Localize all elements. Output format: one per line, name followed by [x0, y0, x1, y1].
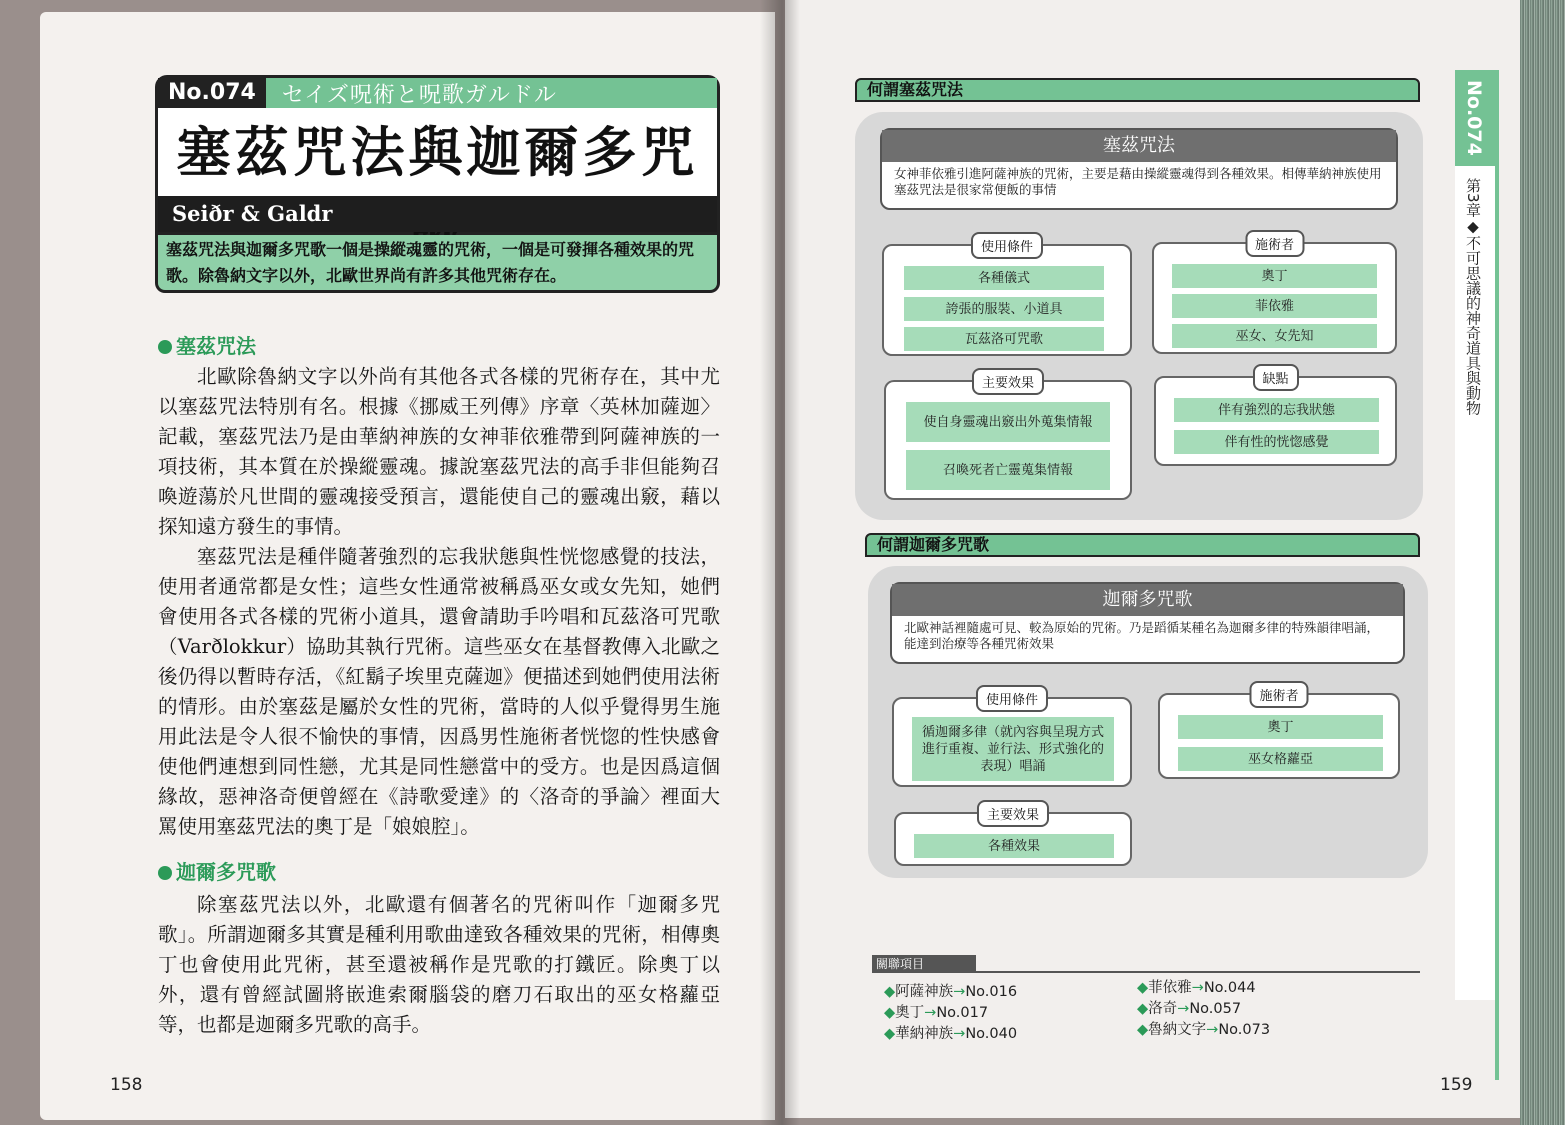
galdr-effects-group [894, 808, 1132, 866]
paragraph: 塞茲咒法是種伴隨著強烈的忘我狀態與性恍惚感覺的技法，使用者通常都是女性；這些女性通常被稱爲巫女或女先知，她們會使用各式各樣的咒術小道具，還會請助手吟唱和瓦茲洛可咒歌（Varðlokkur）協助其執行咒術。這些巫女在基督教傳入北歐之後仍得以暫時存活，《紅鬍子埃里克薩迦》便描述到她們使用法術的情形。由於塞茲是屬於女性的咒術，當時的人似乎覺得男生施用此法是令人很不愉快的事情，因爲男性施術者恍惚的性快感會使他們連想到同性戀，尤其是同性戀當中的受方。也是因爲這個緣故，惡神洛奇便曾經在《詩歌愛達》的〈洛奇的爭論〉裡面大罵使用塞茲咒法的奧丁是「娘娘腔」。 [158, 545, 720, 838]
related-divider [872, 971, 1420, 973]
related-name: 菲依雅 [1148, 980, 1192, 996]
definition-title: 塞茲咒法 [882, 130, 1396, 162]
section-body-galdr [158, 890, 720, 1040]
related-ref: No.040 [965, 1026, 1018, 1042]
diamond-icon: ◆ [1137, 1022, 1149, 1038]
group-label: 使用條件 [976, 685, 1048, 712]
related-ref: No.057 [1189, 1001, 1242, 1017]
list-item: 各種儀式 [904, 266, 1104, 290]
diamond-icon: ◆ [884, 1005, 896, 1021]
side-entry-number: No.074 [1463, 80, 1485, 156]
diamond-icon: ◆ [884, 984, 896, 1000]
section-body-seidr [158, 362, 720, 842]
arrow-icon: → [1191, 980, 1204, 996]
section-heading-text: 迦爾多咒歌 [176, 860, 276, 884]
header-top-bar [158, 78, 717, 108]
related-item[interactable] [884, 1022, 1017, 1043]
related-item[interactable] [1137, 1018, 1270, 1039]
list-item: 奧丁 [1178, 715, 1383, 739]
group-label: 施術者 [1245, 230, 1304, 257]
seidr-conditions-group [882, 240, 1132, 356]
list-item: 循迦爾多律（就內容與呈現方式進行重複、並行法、形式強化的表現）唱誦 [912, 717, 1114, 781]
list-item: 伴有強烈的忘我狀態 [1174, 398, 1379, 422]
galdr-definition-box [890, 582, 1405, 664]
summary-box: 塞茲咒法與迦爾多咒歌一個是操縱魂靈的咒術，一個是可發揮各種效果的咒歌。除魯納文字以外，北歐世界尚有許多其他咒術存在。 [155, 235, 720, 293]
group-label: 缺點 [1252, 364, 1298, 391]
page-title: 塞茲咒法與迦爾多咒 [176, 120, 699, 184]
group-label: 主要效果 [972, 368, 1044, 395]
side-chapter-title: 第3章◆不可思議的神奇道具與動物 [1464, 178, 1482, 416]
galdr-casters-group [1158, 689, 1400, 779]
definition-text: 北歐神話裡隨處可見、較為原始的咒術。乃是蹈循某種名為迦爾多律的特殊韻律唱誦，能達到治療等各種咒術效果 [904, 620, 1380, 651]
galdr-conditions-group [892, 693, 1132, 787]
book-gutter [760, 0, 800, 1125]
list-item: 召喚死者亡靈蒐集情報 [906, 450, 1110, 490]
entry-number: No.074 [158, 78, 266, 108]
list-item: 菲依雅 [1172, 294, 1377, 318]
related-name: 華納神族 [895, 1026, 954, 1042]
group-label: 主要效果 [977, 800, 1049, 827]
related-name: 阿薩神族 [895, 984, 954, 1000]
list-item: 各種效果 [914, 834, 1114, 858]
list-item: 使自身靈魂出竅出外蒐集情報 [906, 402, 1110, 442]
list-item: 奧丁 [1172, 264, 1377, 288]
seidr-effects-group [884, 376, 1132, 500]
diamond-icon: ◆ [884, 1026, 896, 1042]
related-name: 奧丁 [895, 1005, 925, 1021]
related-ref: No.016 [965, 984, 1018, 1000]
list-item: 巫女格蘿亞 [1178, 747, 1383, 771]
bullet-dot-icon [158, 866, 172, 880]
list-item: 伴有性的恍惚感覺 [1174, 430, 1379, 454]
related-item[interactable] [884, 1001, 988, 1022]
group-label: 施術者 [1249, 681, 1308, 708]
paragraph: 北歐除魯納文字以外尚有其他各式各樣的咒術存在，其中尤以塞茲咒法特別有名。根據《挪威王列傳》序章〈英林加薩迦〉記載，塞茲咒法乃是由華納神族的女神菲依雅帶到阿薩神族的一項技術，其本質在於操縱靈魂。據說塞茲咒法的高手非但能夠召喚遊蕩於凡世間的靈魂接受預言，還能使自己的靈魂出竅，藉以探知遠方發生的事情。 [158, 365, 720, 538]
list-item: 巫女、女先知 [1172, 324, 1377, 348]
diamond-icon: ◆ [1137, 1001, 1149, 1017]
related-ref: No.044 [1203, 980, 1256, 996]
paragraph: 除塞茲咒法以外，北歐還有個著名的咒術叫作「迦爾多咒歌」。所謂迦爾多其實是種利用歌曲達致各種效果的咒術，相傳奧丁也會使用此咒術，甚至還被稱作是咒歌的打鐵匠。除奧丁以外，還有曾經試圖將嵌進索爾腦袋的磨刀石取出的巫女格蘿亞等，也都是迦爾多咒歌的高手。 [158, 893, 720, 1036]
related-heading: 關聯項目 [872, 955, 976, 973]
related-name: 魯納文字 [1148, 1022, 1207, 1038]
seidr-drawbacks-group [1154, 372, 1397, 466]
related-item[interactable] [884, 980, 1017, 1001]
bullet-dot-icon [158, 340, 172, 354]
arrow-icon: → [1177, 1001, 1190, 1017]
definition-text: 女神菲依雅引進阿薩神族的咒術，主要是藉由操縱靈魂得到各種效果。相傳華納神族使用塞茲咒法是很家常便飯的事情 [894, 166, 1382, 197]
section-bar-seidr: 何謂塞茲咒法 [855, 78, 1420, 102]
article-header [155, 75, 720, 235]
seidr-casters-group [1152, 238, 1397, 354]
page-number-right: 159 [1440, 1075, 1473, 1095]
related-item[interactable] [1137, 976, 1256, 997]
list-item: 瓦茲洛可咒歌 [904, 327, 1104, 351]
english-title: Seiðr & Galdr [158, 196, 717, 232]
definition-title: 迦爾多咒歌 [892, 584, 1403, 616]
related-item[interactable] [1137, 997, 1241, 1018]
arrow-icon: → [953, 984, 966, 1000]
section-heading-galdr [158, 856, 276, 885]
page-number-left: 158 [110, 1075, 143, 1095]
section-heading-seidr [158, 330, 256, 359]
diamond-icon: ◆ [1137, 980, 1149, 996]
arrow-icon: → [953, 1026, 966, 1042]
side-accent-line [1495, 70, 1499, 1080]
arrow-icon: → [1206, 1022, 1219, 1038]
section-heading-text: 塞茲咒法 [176, 334, 256, 358]
related-name: 洛奇 [1148, 1001, 1178, 1017]
group-label: 使用條件 [971, 232, 1043, 259]
page-edges [1520, 0, 1565, 1125]
seidr-definition-box [880, 128, 1398, 210]
section-bar-galdr: 何謂迦爾多咒歌 [865, 533, 1420, 557]
list-item: 誇張的服裝、小道具 [904, 297, 1104, 321]
arrow-icon: → [924, 1005, 937, 1021]
side-entry-number-box [1455, 70, 1495, 166]
related-ref: No.073 [1218, 1022, 1271, 1038]
related-ref: No.017 [936, 1005, 989, 1021]
japanese-title: セイズ呪術と呪歌ガルドル [281, 82, 557, 108]
